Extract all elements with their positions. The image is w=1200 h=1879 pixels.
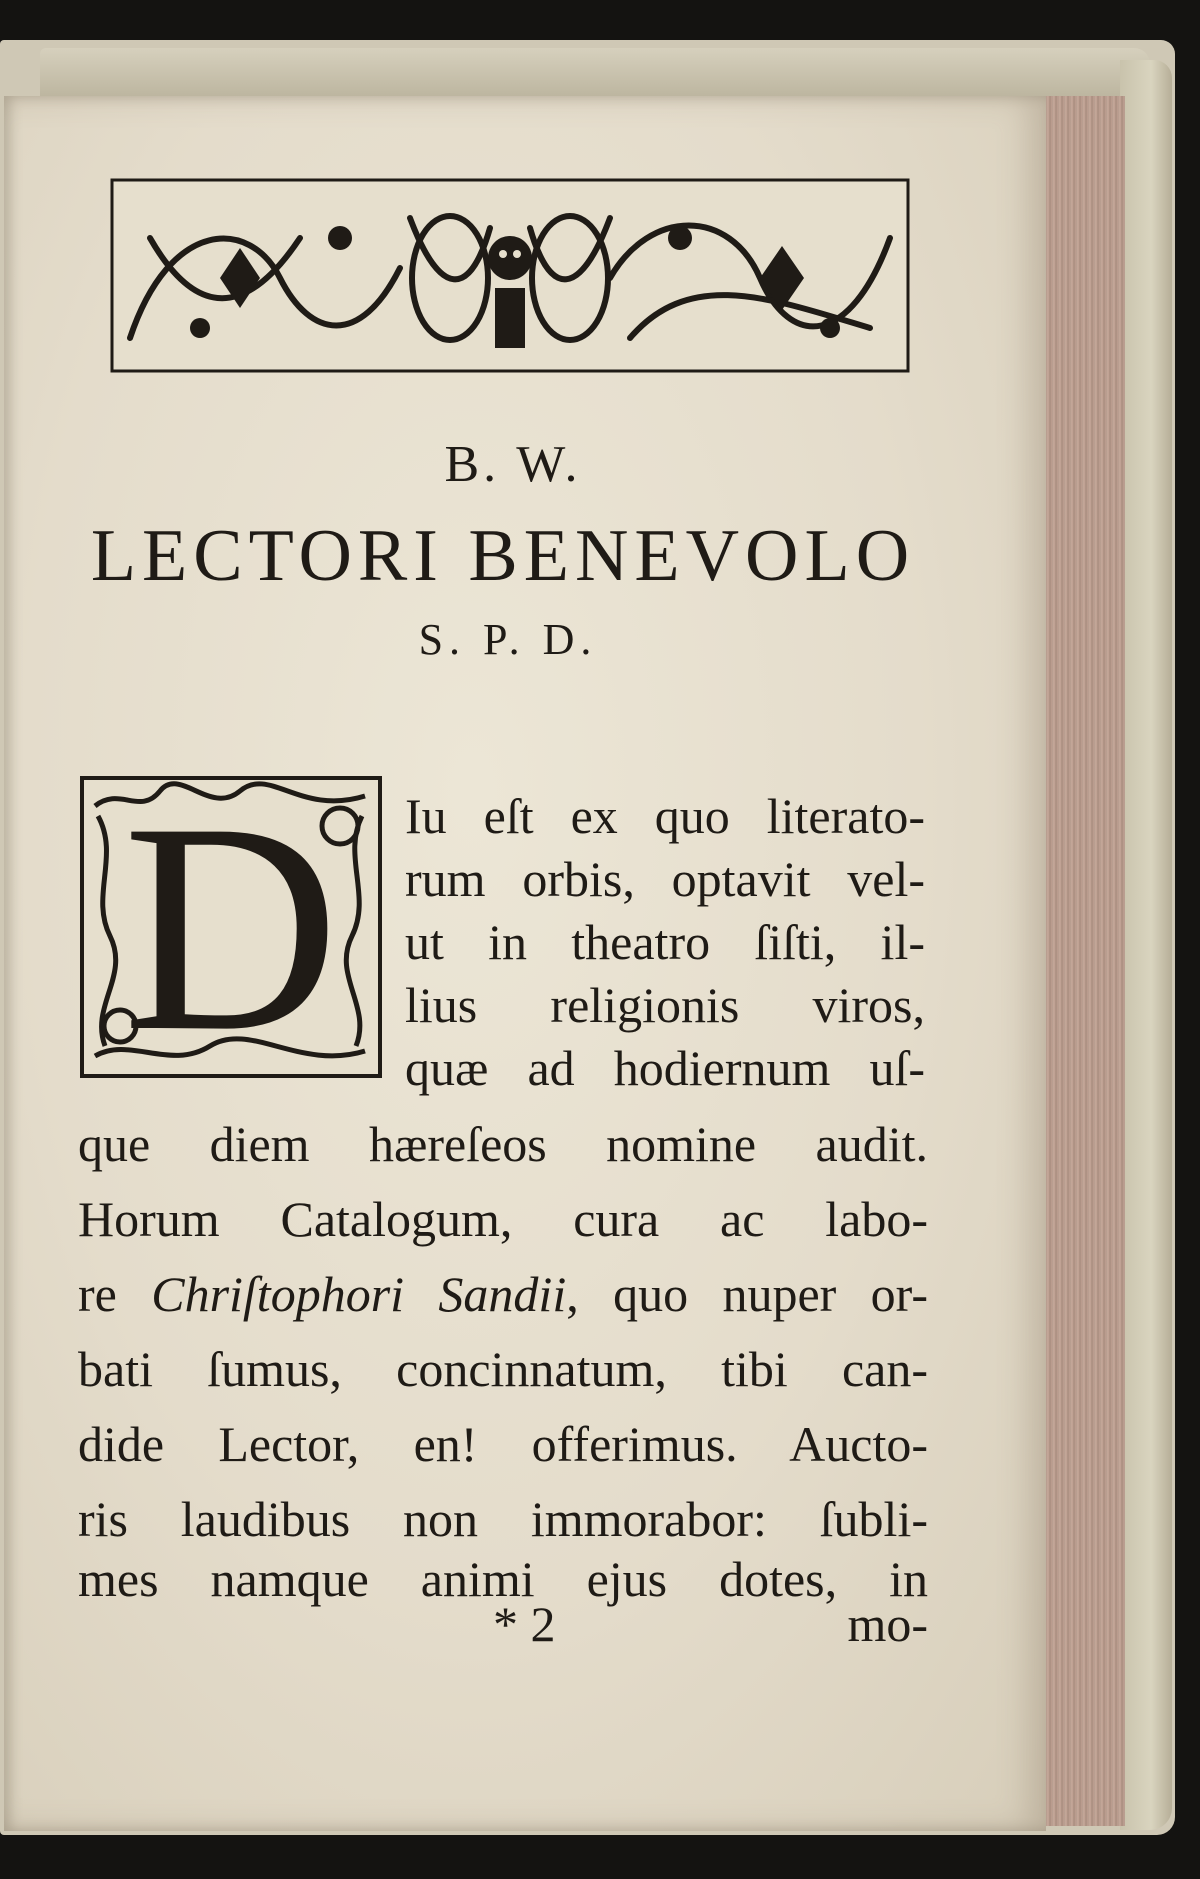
- body-line: Horum Catalogum, cura ac labo-: [78, 1191, 928, 1247]
- body-line: ris laudibus non immorabor: ſubli-: [78, 1491, 928, 1547]
- drop-cap-letter: D: [122, 776, 340, 1078]
- heading-block: [78, 430, 928, 670]
- body-text: re: [78, 1266, 117, 1322]
- page-title: LECTORI BENEVOLO: [90, 515, 916, 597]
- drop-cap-ornament: [80, 776, 382, 1078]
- book-cover-top-edge: [40, 48, 1150, 96]
- body-line: que diem hæreſeos nomine audit.: [78, 1116, 928, 1172]
- book-cover-right-edge: [1120, 60, 1172, 1830]
- ornamental-headpiece: [110, 178, 910, 373]
- body-text: , quo nuper or-: [566, 1266, 928, 1322]
- signature-mark: * 2: [493, 1596, 556, 1652]
- body-line: dide Lector, en! offerimus. Auctο-: [78, 1416, 928, 1472]
- body-line: lius religionis viros,: [405, 977, 925, 1033]
- body-line: mes namque animi ejus dotes, in: [78, 1551, 928, 1607]
- body-line: bati ſumus, concinnatum, tibi can-: [78, 1341, 928, 1397]
- page-edges: [1040, 96, 1125, 1826]
- page-footer: [78, 1595, 928, 1655]
- catchword: mo-: [847, 1596, 928, 1652]
- author-initials: B. W.: [444, 436, 582, 493]
- author-name-italic: Chriſtophori Sandii: [151, 1266, 567, 1322]
- body-line: rum orbis, optavit vel-: [405, 851, 925, 907]
- body-line: quæ ad hodiernum uſ-: [405, 1040, 925, 1096]
- salutation: S. P. D.: [418, 615, 598, 664]
- body-line-with-italic: [78, 1263, 928, 1325]
- body-line: ut in theatro ſiſti, il-: [405, 914, 925, 970]
- body-line: Iu eſt ex quo literato-: [405, 788, 925, 844]
